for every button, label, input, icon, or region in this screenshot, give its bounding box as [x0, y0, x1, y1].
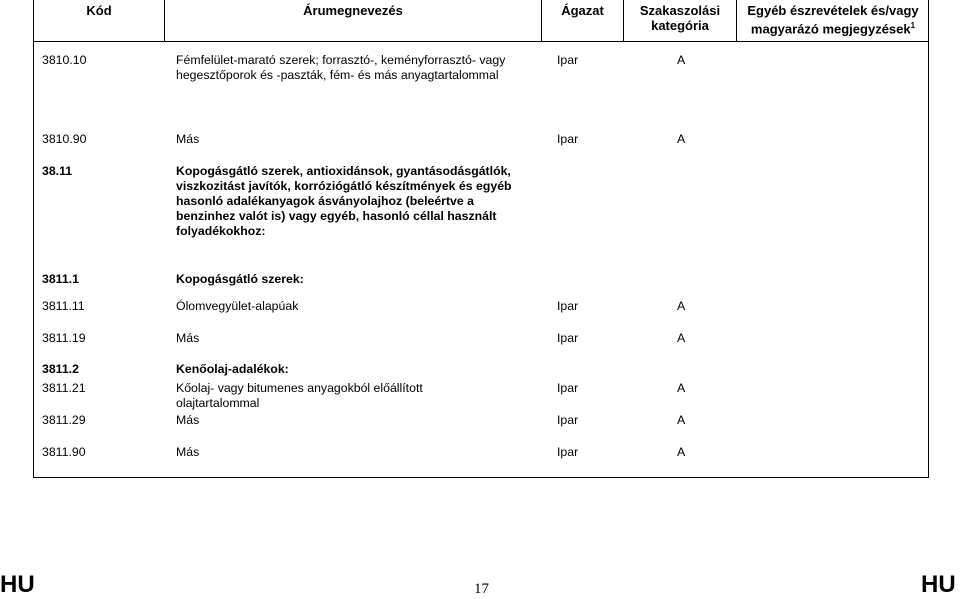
footer-country-code-left: HU [0, 571, 35, 598]
row-description: Más [176, 132, 200, 146]
row-sector: Ipar [557, 381, 579, 395]
row-description: Fémfelület-marató szerek; forrasztó-, keményforrasztó- vagy hegesztőporok és -paszták, fém- és más anyagtartalommal [176, 53, 506, 82]
row-code: 3811.19 [42, 331, 86, 345]
row-sector: Ipar [557, 413, 579, 427]
row-code: 3811.11 [42, 299, 85, 313]
page-number: 17 [474, 581, 489, 597]
row-description: Más [176, 445, 200, 459]
row-sector: Ipar [557, 53, 579, 67]
header-kod: Kód [86, 3, 112, 18]
row-code: 38.11 [42, 164, 73, 178]
row-description: Más [176, 413, 200, 427]
row-category: A [677, 53, 686, 67]
header-egyeb-eszrevetelek: Egyéb észrevételek és/vagy magyarázó megjegyzések$^1$ [736, 0, 929, 41]
footer-country-code-right: HU [921, 571, 956, 598]
row-code: 3811.29 [42, 413, 86, 427]
row-code: 3811.21 [42, 381, 86, 395]
tariff-table [33, 0, 929, 478]
row-category: A [677, 132, 686, 146]
row-category: A [677, 331, 686, 345]
row-sector: Ipar [557, 331, 579, 345]
row-description: Kopogásgátló szerek, antioxidánsok, gyantásodásgátlók, viszkozitást javítók, korróziógátló készítmények és egyéb hasonló adalékanyagok ásványolajhoz (beleértve a benzinhez valót is) vagy egyéb, hasonló céllal használt folyadékokhoz: [176, 164, 512, 238]
row-description: Kopogásgátló szerek: [176, 272, 304, 286]
row-description: Ólomvegyület-alapúak [176, 299, 299, 313]
row-description: Kőolaj- vagy bitumenes anyagokból előállított olajtartalommal [176, 381, 423, 410]
row-description: Más [176, 331, 200, 345]
table-header [34, 0, 928, 42]
header-agazat: Ágazat [541, 0, 623, 41]
row-category: A [677, 413, 686, 427]
row-code: 3810.10 [42, 53, 87, 67]
row-sector: Ipar [557, 445, 579, 459]
row-category: A [677, 445, 686, 459]
header-szakaszolasi-kategoria: Szakaszolási kategória [623, 0, 736, 41]
row-sector: Ipar [557, 299, 579, 313]
row-code: 3811.1 [42, 272, 79, 286]
row-sector: Ipar [557, 132, 579, 146]
row-category: A [677, 299, 686, 313]
row-code: 3811.90 [42, 445, 86, 459]
row-code: 3810.90 [42, 132, 87, 146]
row-category: A [677, 381, 686, 395]
row-description: Kenőolaj-adalékok: [176, 362, 289, 376]
row-code: 3811.2 [42, 362, 79, 376]
footnote-ref: 1 [910, 21, 916, 30]
header-arumegnevezes: Árumegnevezés [164, 0, 541, 41]
